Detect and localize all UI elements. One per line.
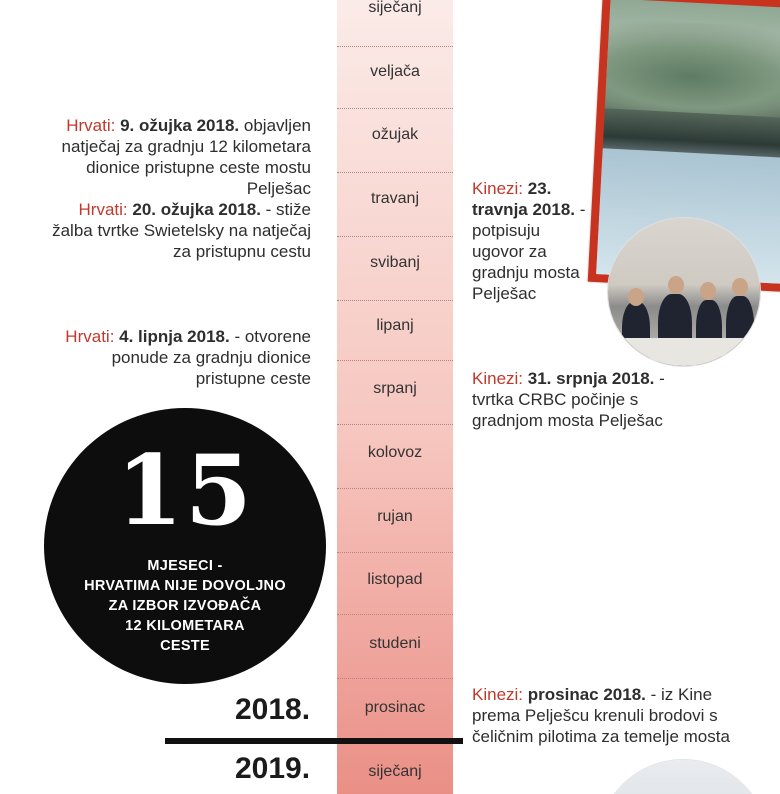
photo-table [608,338,760,366]
month-label: kolovoz [367,444,423,461]
year-divider [165,738,463,744]
timeline-event-china [472,684,752,747]
month-column [337,0,453,794]
event-actor: Hrvati: [66,116,116,135]
month-label: siječanj [368,763,422,780]
month-label: rujan [377,508,413,525]
event-actor: Hrvati: [78,200,128,219]
event-actor: Hrvati: [65,327,115,346]
contract-signing-photo [608,218,760,366]
month-separator [337,488,453,489]
event-actor: Kinezi: [472,179,524,198]
event-date: 23. travnja 2018. [472,179,576,219]
month-label: listopad [367,571,423,588]
month-separator [337,678,453,679]
month-label: veljača [370,63,420,80]
event-text: - stiže žalba tvrtke Swietelsky na natječaj za pristupnu cestu [52,200,311,261]
event-text: - otvorene ponude za gradnju dionice pristupne ceste [111,327,311,388]
event-date: 9. ožujka 2018. [120,116,240,135]
photo-head [628,288,644,306]
month-label: lipanj [376,317,414,334]
month-separator [337,614,453,615]
month-separator [337,46,453,47]
timeline-event-croatia [51,326,311,389]
month-separator [337,424,453,425]
photo-head [700,282,716,300]
photo-hill [596,17,780,120]
event-text: - potpisuju ugovor za gradnju mosta Pelješac [472,200,586,303]
event-date: 4. lipnja 2018. [119,327,230,346]
months-count: 15 [116,434,254,547]
caption-line: ZA IZBOR IZVOĐAČA [108,598,262,614]
year-label-2019: 2019. [235,752,311,785]
month-separator [337,360,453,361]
event-date: 20. ožujka 2018. [132,200,261,219]
timeline-event-croatia [51,199,311,262]
month-separator [337,236,453,237]
event-text: objavljen natječaj za gradnju 12 kilometara dionice pristupne ceste mostu Pelješac [61,116,311,198]
event-date: prosinac 2018. [527,685,646,704]
timeline-event-china [472,368,672,431]
event-actor: Kinezi: [472,685,524,704]
photo-head [732,278,748,296]
month-separator [337,300,453,301]
ship-photo [598,760,768,794]
highlight-caption [64,556,306,656]
caption-line: CESTE [160,638,210,654]
duration-highlight-circle [44,408,326,684]
year-label-2018: 2018. [235,693,311,726]
timeline-event-croatia [51,115,311,199]
event-actor: Kinezi: [472,369,524,388]
event-date: 31. srpnja 2018. [527,369,655,388]
month-separator [337,552,453,553]
event-text: - tvrtka CRBC počinje s gradnjom mosta Pelješac [472,369,665,430]
caption-line: HRVATIMA NIJE DOVOLJNO [84,578,286,594]
month-label: ožujak [371,126,419,143]
timeline-event-china [472,178,590,304]
event-text: - iz Kine prema Pelješcu krenuli brodovi s čeličnim pilotima za temelje mosta [472,685,730,746]
photo-head [668,276,684,294]
month-label: prosinac [364,699,426,716]
caption-line: 12 KILOMETARA [125,618,245,634]
month-label: studeni [369,635,421,652]
month-label: siječanj [368,0,422,16]
month-label: svibanj [370,254,420,271]
caption-line: MJESECI - [147,558,223,574]
month-separator [337,108,453,109]
month-separator [337,172,453,173]
month-label: travanj [370,190,420,207]
month-label: srpanj [373,380,417,397]
